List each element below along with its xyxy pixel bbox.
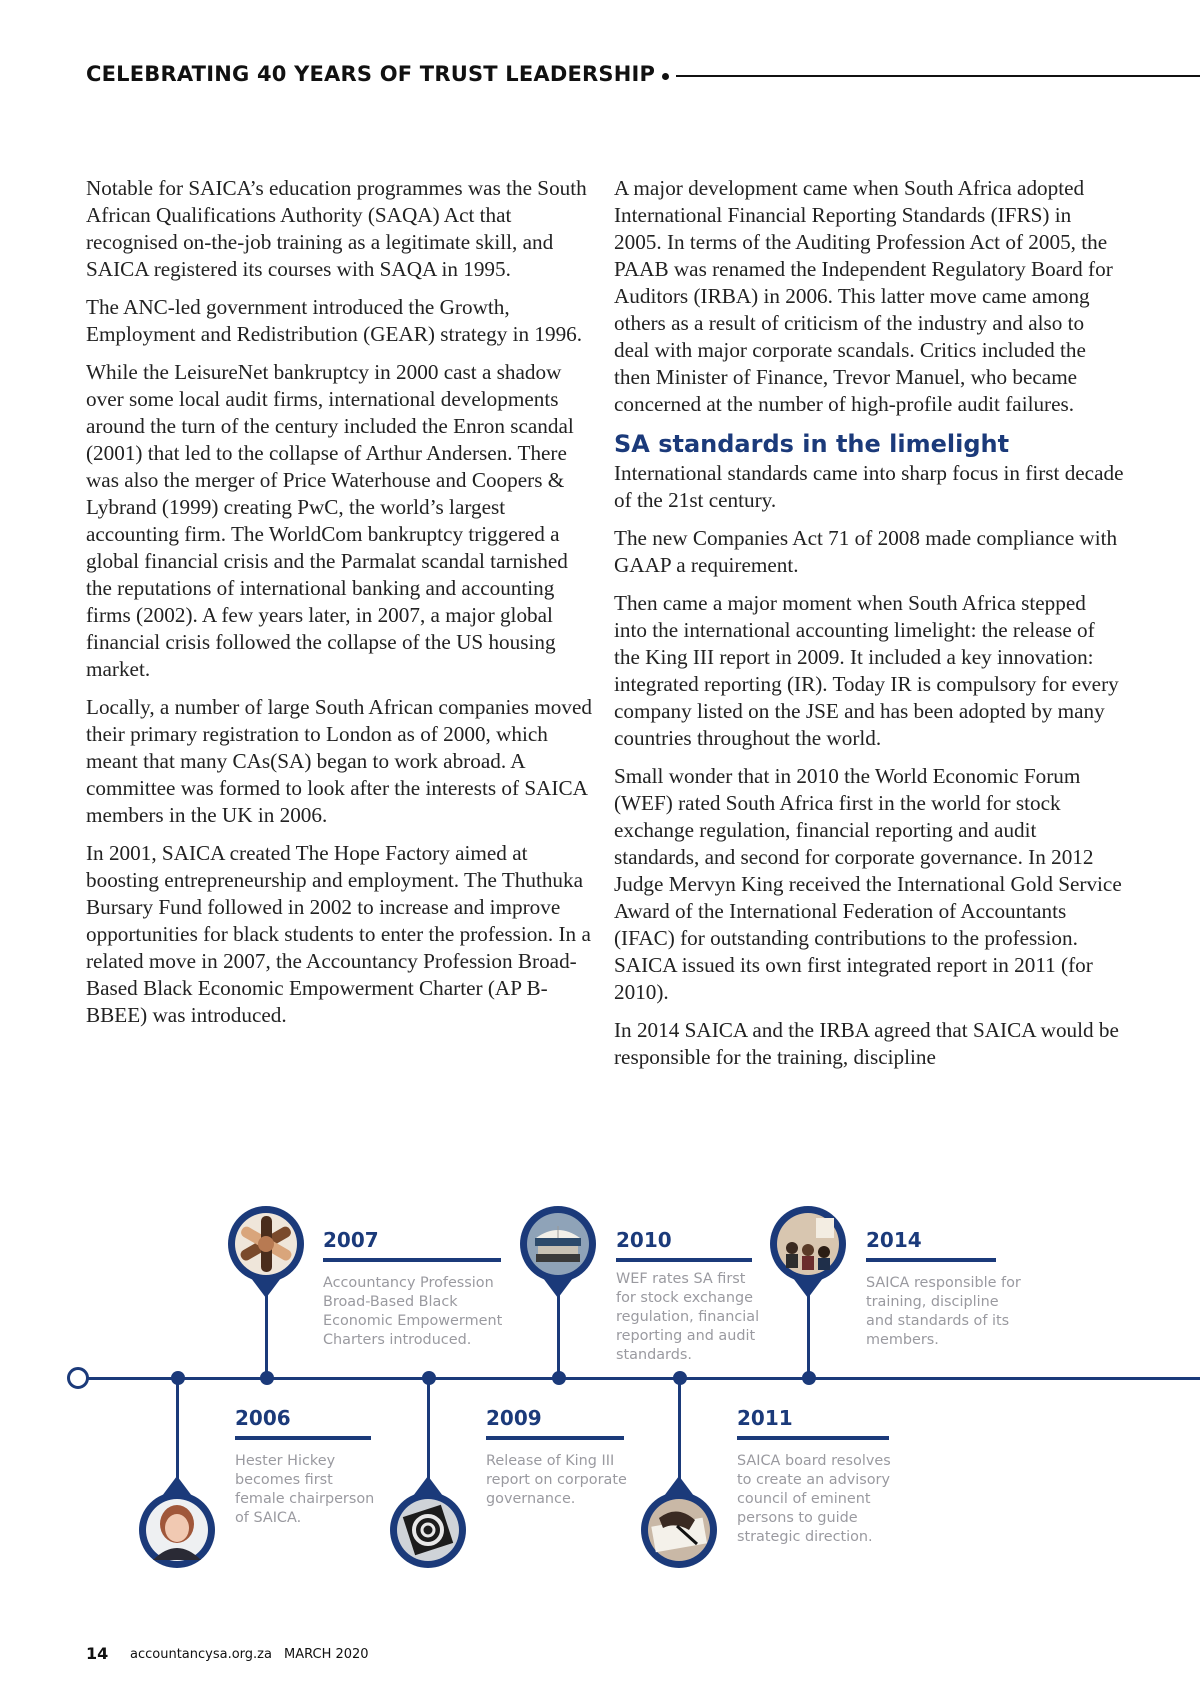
right-column [614,175,1124,1082]
timeline-event [737,1406,927,1547]
timeline-event [486,1406,676,1509]
timeline-dot [673,1371,687,1385]
joined-hands-icon [224,1204,308,1300]
event-rule [866,1258,996,1262]
timeline-connector [176,1378,179,1484]
event-year: 2014 [866,1228,922,1252]
book-stack-icon [516,1204,600,1300]
event-year: 2006 [235,1406,291,1430]
footer-website: accountancysa.org.za [130,1647,272,1662]
event-description: SAICA responsible for training, discipline and standards of its members. [866,1275,1021,1348]
paragraph: Then came a major moment when South Africa stepped into the international accounting limelight: the release of the King III report in 2009. It included a key innovation: integrated reporting (IR). Today IR is compulsory for every company listed on the JSE and has been adopted by many countries throughout the world. [614,591,1119,750]
event-rule [616,1258,752,1262]
timeline-event [866,1228,1056,1350]
header-rule-dot [662,73,669,80]
event-year: 2007 [323,1228,379,1252]
page-number: 14 [86,1644,109,1663]
timeline [0,1180,1200,1560]
timeline-event [323,1228,513,1350]
left-column [86,175,594,1040]
timeline-connector [427,1378,430,1484]
timeline-dot [260,1371,274,1385]
paragraph: Small wonder that in 2010 the World Economic Forum (WEF) rated South Africa first in the world for stock exchange regulation, financial reporting and audit standards, and second for corporate governance. In 2012 Judge Mervyn King received the International Gold Service Award of the International Federation of Accountants (IFAC) for outstanding contributions to the profession. SAICA issued its own first integrated report in 2011 (for 2010). [614,764,1122,1004]
timeline-connector [678,1378,681,1484]
event-description: WEF rates SA first for stock exchange regulation, financial reporting and audit standards. [616,1271,760,1363]
paragraph: While the LeisureNet bankruptcy in 2000 cast a shadow over some local audit firms, international developments around the turn of the century included the Enron scandal (2001) that led to the collapse of Arthur Andersen. There was also the merger of Price Waterhouse and Coopers & Lybrand (1999) creating PwC, the world’s largest accounting firm. The WorldCom bankruptcy triggered a global financial crisis and the Parmalat scandal tarnished the reputations of international banking and accounting firms (2002). A few years later, in 2007, a major global financial crisis followed the collapse of the US housing market. [86,360,574,681]
event-year: 2009 [486,1406,542,1430]
header-rule [676,75,1200,77]
event-description: Hester Hickey becomes first female chairperson of SAICA. [235,1453,375,1526]
timeline-dot [422,1371,436,1385]
section-title: CELEBRATING 40 YEARS OF TRUST LEADERSHIP [86,62,656,86]
timeline-connector [557,1290,560,1378]
subheading: SA standards in the limelight [614,430,1010,458]
timeline-dot [802,1371,816,1385]
paragraph: In 2014 SAICA and the IRBA agreed that SAICA would be responsible for the training, discipline [614,1018,1119,1069]
portrait-icon [135,1474,219,1570]
event-rule [235,1436,371,1440]
footer-issue: MARCH 2020 [284,1647,369,1662]
event-description: SAICA board resolves to create an advisory council of eminent persons to guide strategic direction. [737,1453,891,1545]
timeline-connector [265,1290,268,1378]
page-footer [86,1644,369,1663]
paragraph: Locally, a number of large South African companies moved their primary registration to London as of 2000, which meant that many CAs(SA) began to work abroad. A committee was formed to look after the interests of SAICA members in the UK in 2006. [86,695,592,827]
event-rule [737,1436,889,1440]
event-description: Release of King III report on corporate governance. [486,1453,627,1507]
event-year: 2010 [616,1228,672,1252]
timeline-start-marker [67,1367,89,1389]
timeline-connector [807,1290,810,1378]
paragraph: The new Companies Act 71 of 2008 made compliance with GAAP a requirement. [614,526,1118,577]
timeline-event [616,1228,806,1365]
timeline-event [235,1406,425,1528]
event-rule [486,1436,624,1440]
event-description: Accountancy Profession Broad-Based Black Economic Empowerment Charters introduced. [323,1275,503,1348]
event-year: 2011 [737,1406,793,1430]
timeline-dot [171,1371,185,1385]
paragraph: In 2001, SAICA created The Hope Factory aimed at boosting entrepreneurship and employment. The Thuthuka Bursary Fund followed in 2002 to increase and improve opportunities for black students to enter the profession. In a related move in 2007, the Accountancy Profession Broad-Based Black Economic Empowerment Charter (AP B-BBEE) was introduced. [86,841,591,1027]
timeline-axis [86,1377,1200,1380]
paragraph: Notable for SAICA’s education programmes was the South African Qualifications Authority (SAQA) Act that recognised on-the-job training as a legitimate skill, and SAICA registered its courses with SAQA in 1995. [86,176,587,281]
timeline-dot [552,1371,566,1385]
paragraph: The ANC-led government introduced the Growth, Employment and Redistribution (GEAR) strategy in 1996. [86,295,583,346]
event-rule [323,1258,501,1262]
paragraph: A major development came when South Africa adopted International Financial Reporting Standards (IFRS) in 2005. In terms of the Auditing Profession Act of 2005, the PAAB was renamed the Independent Regulatory Board for Auditors (IRBA) in 2006. This latter move came among others as a result of criticism of the industry and also to deal with major corporate scandals. Critics included the then Minister of Finance, Trevor Manuel, who became concerned at the number of high-profile audit failures. [614,176,1113,416]
paragraph: International standards came into sharp focus in first decade of the 21st century. [614,461,1124,512]
